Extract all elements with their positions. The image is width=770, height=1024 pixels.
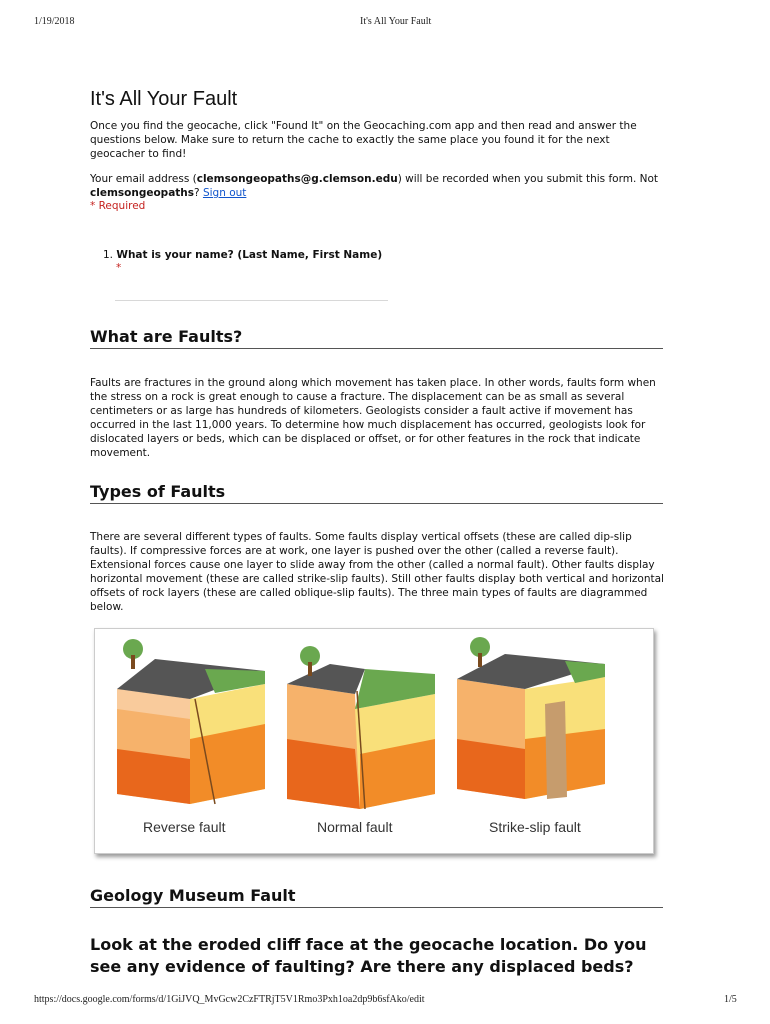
types-description: There are several different types of faults. Some faults display vertical offsets (these are called dip-slip faults). If compressive forces are at work, one layer is pushed over the other (called a reverse fault). Extensional forces cause one layer to slide away from the other (called a normal fault). Other faults display horizontal movement (these are called strike-slip faults). Still other faults display both vertical and horizontal offsets of rock layers (these are called oblique-slip faults). The three main types of faults are diagrammed below. xyxy=(90,531,664,613)
caption-normal-fault: Normal fault xyxy=(317,819,393,835)
question-1: 1. What is your name? (Last Name, First Name) xyxy=(103,249,383,261)
form-intro: Once you find the geocache, click "Found It" on the Geocaching.com app and then read and answer the questions below. Make sure to return the cache to exactly the same place you found it for the next geocacher to find! xyxy=(90,120,637,160)
reverse-fault-block xyxy=(117,639,265,804)
page-number: 1/5 xyxy=(724,994,737,1005)
required-star: * xyxy=(116,262,122,274)
email-notice: Your email address (clemsongeopaths@g.clemson.edu) will be recorded when you submit this form. Not clemsongeopaths? Sign out xyxy=(90,173,659,199)
section-heading-museum: Geology Museum Fault xyxy=(90,886,663,908)
faults-description: Faults are fractures in the ground along which movement has taken place. In other words, faults form when the stress on a rock is great enough to cause a fracture. The displacement can be as small as several centimeters or as large has hundreds of kilometers. Geologists consider a fault active if movement has occurred in the last 11,000 years. To determine how much displacement has occurred, geologists look for dislocated layers or beds, which can be displaced or offset, or for other features in the rock that indicate movement. xyxy=(90,377,656,459)
required-note: * Required xyxy=(90,200,146,212)
section-heading-types: Types of Faults xyxy=(90,482,663,504)
print-title: It's All Your Fault xyxy=(360,16,432,27)
email-address: clemsongeopaths@g.clemson.edu xyxy=(196,173,398,185)
print-date: 1/19/2018 xyxy=(34,16,75,27)
museum-question: Look at the eroded cliff face at the geocache location. Do you see any evidence of faulting? Are there any displaced beds? xyxy=(90,935,647,976)
caption-strike-slip-fault: Strike-slip fault xyxy=(489,819,581,835)
sign-out-link[interactable]: Sign out xyxy=(202,187,247,199)
name-answer-input[interactable] xyxy=(115,300,388,301)
fault-types-diagram xyxy=(94,628,654,854)
footer-url: https://docs.google.com/forms/d/1GiJVQ_MvGcw2CzFTRjT5V1Rmo3Pxh1oa2dp9b6sfAko/edit xyxy=(34,994,425,1005)
caption-reverse-fault: Reverse fault xyxy=(143,819,226,835)
username: clemsongeopaths xyxy=(90,187,195,199)
form-title: It's All Your Fault xyxy=(90,88,238,110)
strike-slip-fault-block xyxy=(457,637,605,799)
section-heading-faults: What are Faults? xyxy=(90,327,663,349)
normal-fault-block xyxy=(287,646,435,809)
